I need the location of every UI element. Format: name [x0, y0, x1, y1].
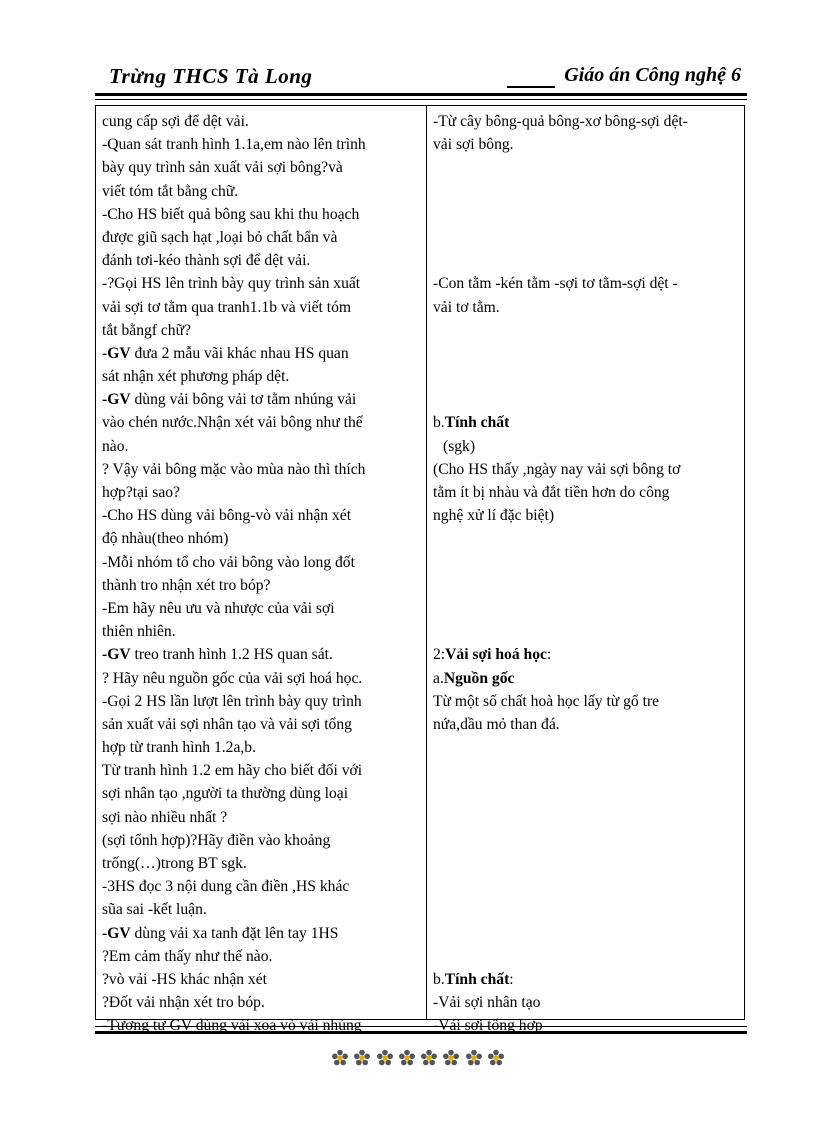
text-line: [102, 922, 422, 945]
flower-icon: [376, 1049, 394, 1067]
text-line: -Quan sát tranh hình 1.1a,em nào lên trình: [102, 136, 366, 154]
text-line: tắt bằngf chữ?: [102, 321, 191, 339]
text-line: tằm ít bị nhàu và đắt tiền hơn do công: [433, 484, 670, 501]
column-divider: [426, 106, 427, 1019]
heading-text: Nguồn gốc: [443, 669, 515, 687]
text-line: viết tóm tắt bằng chữ.: [102, 182, 239, 200]
header-rule-thin: [95, 99, 747, 100]
blank-line: [433, 388, 741, 411]
blank-line: [433, 852, 741, 875]
page-header: [95, 60, 747, 96]
blank-line: [433, 574, 741, 597]
text-line: (Cho HS thấy ,ngày nay vải sợi bông tơ: [433, 460, 681, 478]
footer-rule-thin: [95, 1026, 747, 1027]
text-line: -Cho HS dùng vải bông-vò vải nhận xét: [102, 507, 352, 525]
text-line: bày quy trình sản xuất vải sợi bông?và: [102, 159, 343, 177]
text-line: được giũ sạch hạt ,loại bỏ chất bẩn và: [102, 228, 338, 246]
text-line: vải sợi bông.: [433, 136, 514, 154]
gv-label: -GV: [102, 391, 131, 409]
text-line: -Từ cây bông-quả bông-xơ bông-sợi dệt-: [433, 113, 688, 130]
text-line: -?Gọi HS lên trình bày quy trình sản xuất: [102, 275, 361, 293]
blank-line: [433, 620, 741, 643]
text-line: vải tơ tằm.: [433, 298, 500, 316]
header-separator-line: [507, 86, 555, 88]
text-line: đánh tơi-kéo thành sợi để dệt vải.: [102, 252, 311, 270]
blank-line: [433, 226, 741, 249]
footer-ornament: [331, 1046, 505, 1070]
blank-line: [433, 203, 741, 226]
text-line: sát nhận xét phương pháp dệt.: [102, 368, 290, 386]
text-line: ?vò vải -HS khác nhận xét: [102, 970, 267, 988]
heading-prefix: b.: [433, 414, 445, 432]
heading-prefix: 2:: [433, 646, 446, 664]
section-heading: [433, 411, 741, 434]
text-line: [102, 342, 422, 365]
lesson-table: [95, 105, 745, 1035]
text-line: nứa,dầu mỏ than đá.: [433, 715, 560, 733]
heading-suffix: :: [546, 646, 552, 664]
blank-line: [433, 249, 741, 272]
text-line: -Tương tự GV dùng vải xoa vò vải nhúng: [102, 1017, 362, 1035]
content-column: [433, 110, 741, 1038]
text-line: Từ tranh hình 1.2 em hãy cho biết đối với: [102, 762, 363, 780]
text-line: (sgk): [443, 437, 476, 455]
footer-rule-thick: [95, 1031, 747, 1034]
gv-label: -GV: [102, 924, 131, 942]
text-line: -Mỗi nhóm tổ cho vải bông vào long đốt: [102, 553, 355, 571]
flower-icon: [420, 1049, 438, 1067]
blank-line: [433, 806, 741, 829]
section-heading: [433, 643, 741, 666]
gv-label: -GV: [102, 646, 131, 664]
heading-suffix: :: [509, 970, 514, 988]
text-line: vào chén nước.Nhận xét vải bông như thế: [102, 414, 363, 432]
text-line: độ nhàu(theo nhóm): [102, 530, 229, 548]
flower-icon: [398, 1049, 416, 1067]
text-line: nào.: [102, 437, 129, 455]
text-fragment: dùng vải xa tanh đặt lên tay 1HS: [134, 924, 339, 942]
blank-line: [433, 597, 741, 620]
subject-title: Giáo án Công nghệ 6: [564, 64, 741, 86]
text-line: trống(…)trong BT sgk.: [102, 855, 247, 872]
blank-line: [433, 180, 741, 203]
flower-icon: [442, 1049, 460, 1067]
flower-icon: [353, 1049, 371, 1067]
blank-line: [433, 319, 741, 342]
blank-line: [433, 782, 741, 805]
blank-line: [433, 342, 741, 365]
text-line: -Vải sợi tổng hợp: [433, 1017, 543, 1035]
text-line: -Con tằm -kén tằm -sợi tơ tằm-sợi dệt -: [433, 275, 678, 293]
gv-label: -GV: [102, 344, 131, 362]
blank-line: [433, 551, 741, 574]
blank-line: [433, 898, 741, 921]
text-line: hợp từ tranh hình 1.2a,b.: [102, 739, 256, 757]
flower-icon: [465, 1049, 483, 1067]
heading-text: Vải sợi hoá học: [445, 646, 547, 664]
text-line: ?Em cảm thấy như thế nào.: [102, 947, 273, 965]
blank-line: [433, 736, 741, 759]
school-name: Trừng THCS Tà Long: [109, 64, 313, 88]
text-line: cung cấp sợi để dệt vải.: [102, 113, 249, 130]
heading-prefix: b.: [433, 970, 445, 988]
text-line: -Em hãy nêu ưu và nhược của vải sợi: [102, 599, 335, 617]
text-fragment: treo tranh hình 1.2 HS quan sát.: [134, 646, 333, 664]
text-line: [102, 643, 422, 666]
blank-line: [433, 527, 741, 550]
text-line: thành tro nhận xét tro bóp?: [102, 576, 271, 594]
blank-line: [433, 759, 741, 782]
teacher-activity-column: [102, 110, 422, 1038]
text-line: [102, 388, 422, 411]
text-line: ? Vậy vải bông mặc vào mùa nào thì thích: [102, 460, 366, 478]
text-line: (sợi tổnh hợp)?Hãy điền vào khoảng: [102, 831, 331, 849]
text-line: thiên nhiên.: [102, 623, 176, 641]
header-rule-thick: [95, 93, 747, 96]
text-line: sợi nhân tạo ,người ta thường dùng loại: [102, 785, 349, 803]
heading-text: Tính chất: [444, 414, 510, 432]
text-line: nghệ xử lí đặc biệt): [433, 507, 555, 525]
text-line: -Gọi 2 HS lần lượt lên trình bày quy trình: [102, 692, 362, 710]
blank-line: [433, 922, 741, 945]
text-line: vải sợi tơ tằm qua tranh1.1b và viết tóm: [102, 298, 352, 316]
blank-line: [433, 365, 741, 388]
flower-icon: [487, 1049, 505, 1067]
text-line: sũa sai -kết luận.: [102, 901, 207, 919]
blank-line: [433, 945, 741, 968]
flower-icon: [331, 1049, 349, 1067]
blank-line: [433, 875, 741, 898]
text-fragment: dùng vải bông vải tơ tằm nhúng vải: [134, 391, 357, 409]
text-fragment: đưa 2 mẫu vãi khác nhau HS quan: [134, 344, 349, 362]
text-line: ?Đốt vải nhận xét tro bóp.: [102, 994, 265, 1012]
text-line: -3HS đọc 3 nội dung cần điền ,HS khác: [102, 878, 350, 896]
heading-prefix: a.: [433, 669, 444, 687]
text-line: -Vải sợi nhân tạo: [433, 994, 541, 1012]
text-line: Từ một số chất hoà học lấy từ gổ tre: [433, 692, 660, 710]
heading-text: Tính chất: [444, 970, 510, 988]
text-line: -Cho HS biết quả bông sau khi thu hoạch: [102, 205, 360, 223]
section-heading: [433, 667, 741, 690]
blank-line: [433, 156, 741, 179]
text-line: ? Hãy nêu nguồn gốc của vải sợi hoá học.: [102, 669, 363, 687]
blank-line: [433, 829, 741, 852]
text-line: sản xuất vải sợi nhân tạo và vải sợi tổng: [102, 715, 352, 733]
section-heading: [433, 968, 741, 991]
text-line: hợp?tại sao?: [102, 484, 180, 501]
text-line: sợi nào nhiều nhất ?: [102, 808, 228, 826]
